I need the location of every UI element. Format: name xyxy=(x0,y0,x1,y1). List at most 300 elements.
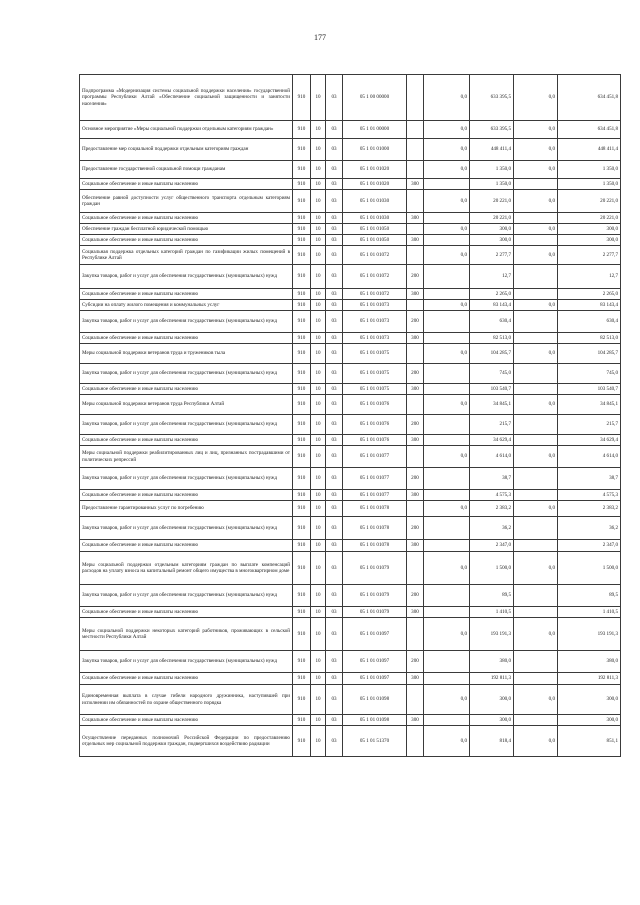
table-row xyxy=(80,501,621,517)
cell-v1 xyxy=(424,517,470,540)
cell-v3 xyxy=(514,540,558,552)
cell-pr: 03 xyxy=(326,618,343,651)
cell-name: Закупка товаров, работ и услуг для обеспечения государственных (муниципальных) нужд xyxy=(80,311,293,333)
cell-csr: 05 1 01 01077 xyxy=(343,490,407,501)
cell-v1 xyxy=(424,384,470,395)
cell-v2: 1 350,0 xyxy=(470,179,514,190)
cell-v1 xyxy=(424,490,470,501)
cell-name: Социальное обеспечение и иные выплаты населению xyxy=(80,213,293,224)
cell-grbs: 910 xyxy=(293,235,311,246)
cell-name: Меры социальной поддержки ветеранов труда и тружеников тыла xyxy=(80,344,293,364)
cell-v2: 300,0 xyxy=(470,685,514,715)
cell-v2: 448 411,4 xyxy=(470,139,514,161)
cell-v3: 0,0 xyxy=(514,446,558,468)
cell-v2: 2 347,0 xyxy=(470,540,514,552)
cell-pr: 03 xyxy=(326,490,343,501)
cell-csr: 05 1 01 01076 xyxy=(343,435,407,446)
table-row xyxy=(80,179,621,190)
cell-v3 xyxy=(514,311,558,333)
cell-grbs: 910 xyxy=(293,468,311,490)
cell-grbs: 910 xyxy=(293,618,311,651)
cell-v2: 193 191,3 xyxy=(470,618,514,651)
cell-rz: 10 xyxy=(311,395,326,415)
cell-name: Предоставление государственной социальной помощи гражданам xyxy=(80,161,293,179)
cell-grbs: 910 xyxy=(293,139,311,161)
cell-pr: 03 xyxy=(326,673,343,685)
cell-name: Социальное обеспечение и иные выплаты населению xyxy=(80,435,293,446)
cell-csr: 05 1 01 01097 xyxy=(343,618,407,651)
cell-pr: 03 xyxy=(326,139,343,161)
cell-v4: 2 277,7 xyxy=(558,246,621,265)
cell-vr: 300 xyxy=(407,235,424,246)
cell-v1 xyxy=(424,607,470,618)
cell-rz: 10 xyxy=(311,311,326,333)
cell-rz: 10 xyxy=(311,235,326,246)
cell-grbs: 910 xyxy=(293,585,311,607)
cell-v4: 12,7 xyxy=(558,265,621,289)
cell-rz: 10 xyxy=(311,468,326,490)
cell-rz: 10 xyxy=(311,552,326,585)
cell-v1: 0,0 xyxy=(424,139,470,161)
cell-v1: 0,0 xyxy=(424,224,470,235)
cell-v1 xyxy=(424,415,470,435)
cell-v3 xyxy=(514,673,558,685)
cell-rz: 10 xyxy=(311,415,326,435)
cell-pr: 03 xyxy=(326,121,343,139)
cell-rz: 10 xyxy=(311,75,326,121)
cell-name: Социальное обеспечение и иные выплаты населению xyxy=(80,490,293,501)
cell-grbs: 910 xyxy=(293,265,311,289)
cell-v4: 380,0 xyxy=(558,651,621,673)
cell-v4: 20 221,0 xyxy=(558,213,621,224)
table-row xyxy=(80,607,621,618)
cell-name: Закупка товаров, работ и услуг для обеспечения государственных (муниципальных) нужд xyxy=(80,468,293,490)
cell-v2: 83 143,4 xyxy=(470,300,514,311)
cell-v1: 0,0 xyxy=(424,190,470,213)
table-row xyxy=(80,121,621,139)
cell-name: Закупка товаров, работ и услуг для обеспечения государственных (муниципальных) нужд xyxy=(80,364,293,384)
table-row xyxy=(80,224,621,235)
cell-name: Социальное обеспечение и иные выплаты населению xyxy=(80,235,293,246)
cell-csr: 05 1 01 51370 xyxy=(343,726,407,757)
cell-vr xyxy=(407,161,424,179)
cell-v2: 4 614,0 xyxy=(470,446,514,468)
cell-v2: 633 395,5 xyxy=(470,75,514,121)
cell-v2: 20 221,0 xyxy=(470,213,514,224)
cell-grbs: 910 xyxy=(293,517,311,540)
cell-pr: 03 xyxy=(326,161,343,179)
cell-v4: 300,0 xyxy=(558,715,621,726)
cell-vr xyxy=(407,139,424,161)
cell-csr: 05 1 01 01075 xyxy=(343,344,407,364)
cell-v3 xyxy=(514,384,558,395)
cell-v3 xyxy=(514,490,558,501)
cell-name: Социальное обеспечение и иные выплаты населению xyxy=(80,540,293,552)
cell-grbs: 910 xyxy=(293,673,311,685)
cell-csr: 05 1 01 01073 xyxy=(343,300,407,311)
cell-v3 xyxy=(514,364,558,384)
table-row xyxy=(80,517,621,540)
cell-v2: 300,0 xyxy=(470,224,514,235)
cell-vr: 300 xyxy=(407,673,424,685)
cell-name: Социальное обеспечение и иные выплаты населению xyxy=(80,715,293,726)
cell-csr: 05 1 01 01030 xyxy=(343,213,407,224)
cell-v4: 1 350,0 xyxy=(558,179,621,190)
cell-pr: 03 xyxy=(326,75,343,121)
cell-name: Обеспечение равной доступности услуг общественного транспорта отдельным категориям граждан xyxy=(80,190,293,213)
cell-pr: 03 xyxy=(326,364,343,384)
cell-v3 xyxy=(514,435,558,446)
cell-pr: 03 xyxy=(326,501,343,517)
cell-name: Закупка товаров, работ и услуг для обеспечения государственных (муниципальных) нужд xyxy=(80,585,293,607)
cell-vr xyxy=(407,246,424,265)
cell-grbs: 910 xyxy=(293,415,311,435)
cell-v2: 82 513,0 xyxy=(470,333,514,344)
cell-vr: 200 xyxy=(407,415,424,435)
cell-vr: 300 xyxy=(407,333,424,344)
cell-v4: 34 629,4 xyxy=(558,435,621,446)
cell-v1: 0,0 xyxy=(424,685,470,715)
cell-pr: 03 xyxy=(326,300,343,311)
cell-v3: 0,0 xyxy=(514,726,558,757)
cell-name: Меры социальной поддержки некоторых категорий работников, проживающих в сельской местности Республики Алтай xyxy=(80,618,293,651)
cell-grbs: 910 xyxy=(293,333,311,344)
cell-vr xyxy=(407,446,424,468)
page-number: 177 xyxy=(314,33,326,42)
cell-csr: 05 1 01 01097 xyxy=(343,651,407,673)
cell-csr: 05 1 01 01098 xyxy=(343,715,407,726)
table-row xyxy=(80,265,621,289)
table-row xyxy=(80,446,621,468)
cell-vr xyxy=(407,618,424,651)
cell-rz: 10 xyxy=(311,585,326,607)
cell-vr: 300 xyxy=(407,607,424,618)
cell-csr: 05 1 01 01020 xyxy=(343,179,407,190)
cell-csr: 05 1 01 01078 xyxy=(343,501,407,517)
cell-v3: 0,0 xyxy=(514,344,558,364)
cell-v4: 300,0 xyxy=(558,224,621,235)
cell-v4: 38,7 xyxy=(558,468,621,490)
table-row xyxy=(80,540,621,552)
cell-pr: 03 xyxy=(326,190,343,213)
table-row xyxy=(80,246,621,265)
table-row xyxy=(80,685,621,715)
cell-v4: 2 383,2 xyxy=(558,501,621,517)
cell-name: Предоставление гарантированных услуг по погребению xyxy=(80,501,293,517)
cell-csr: 05 1 01 00000 xyxy=(343,121,407,139)
cell-rz: 10 xyxy=(311,289,326,300)
cell-rz: 10 xyxy=(311,501,326,517)
cell-grbs: 910 xyxy=(293,311,311,333)
cell-v4: 4 614,0 xyxy=(558,446,621,468)
cell-v1: 0,0 xyxy=(424,726,470,757)
cell-rz: 10 xyxy=(311,246,326,265)
cell-pr: 03 xyxy=(326,446,343,468)
cell-v2: 4 575,3 xyxy=(470,490,514,501)
table-row xyxy=(80,726,621,757)
cell-rz: 10 xyxy=(311,651,326,673)
cell-csr: 05 1 01 01075 xyxy=(343,364,407,384)
cell-v2: 34 845,1 xyxy=(470,395,514,415)
cell-rz: 10 xyxy=(311,685,326,715)
table-row xyxy=(80,715,621,726)
cell-pr: 03 xyxy=(326,311,343,333)
cell-vr: 200 xyxy=(407,468,424,490)
cell-v1 xyxy=(424,435,470,446)
cell-name: Закупка товаров, работ и услуг для обеспечения государственных (муниципальных) нужд xyxy=(80,265,293,289)
cell-v3 xyxy=(514,715,558,726)
cell-pr: 03 xyxy=(326,224,343,235)
cell-vr: 300 xyxy=(407,490,424,501)
cell-rz: 10 xyxy=(311,384,326,395)
cell-v1 xyxy=(424,468,470,490)
cell-pr: 03 xyxy=(326,651,343,673)
cell-v4: 89,5 xyxy=(558,585,621,607)
cell-vr: 300 xyxy=(407,179,424,190)
cell-vr xyxy=(407,300,424,311)
cell-csr: 05 1 01 01073 xyxy=(343,311,407,333)
cell-v3 xyxy=(514,265,558,289)
cell-v4: 745,0 xyxy=(558,364,621,384)
cell-vr xyxy=(407,552,424,585)
cell-grbs: 910 xyxy=(293,395,311,415)
cell-v2: 192 811,3 xyxy=(470,673,514,685)
cell-v3: 0,0 xyxy=(514,75,558,121)
cell-grbs: 910 xyxy=(293,552,311,585)
cell-v1 xyxy=(424,213,470,224)
cell-v3 xyxy=(514,607,558,618)
cell-v1: 0,0 xyxy=(424,121,470,139)
cell-v2: 300,0 xyxy=(470,235,514,246)
cell-rz: 10 xyxy=(311,213,326,224)
table-row xyxy=(80,333,621,344)
cell-grbs: 910 xyxy=(293,607,311,618)
cell-pr: 03 xyxy=(326,685,343,715)
cell-v3: 0,0 xyxy=(514,685,558,715)
cell-v3: 0,0 xyxy=(514,300,558,311)
cell-v4: 634 451,8 xyxy=(558,75,621,121)
cell-v3 xyxy=(514,468,558,490)
cell-v3 xyxy=(514,517,558,540)
cell-v1 xyxy=(424,651,470,673)
cell-v4: 215,7 xyxy=(558,415,621,435)
cell-name: Социальная поддержка отдельных категорий граждан по газификации жилых помещений в Республике Алтай xyxy=(80,246,293,265)
cell-vr xyxy=(407,726,424,757)
cell-pr: 03 xyxy=(326,235,343,246)
budget-table xyxy=(79,74,621,757)
cell-csr: 05 1 01 01073 xyxy=(343,333,407,344)
cell-rz: 10 xyxy=(311,435,326,446)
cell-v3: 0,0 xyxy=(514,395,558,415)
cell-name: Социальное обеспечение и иные выплаты населению xyxy=(80,673,293,685)
cell-name: Подпрограмма «Модернизация системы социальной поддержки населения» государственной программы Республики Алтай «Обеспечение социальной защищенности и занятости населения» xyxy=(80,75,293,121)
cell-v4: 192 811,3 xyxy=(558,673,621,685)
cell-csr: 05 1 01 01076 xyxy=(343,395,407,415)
table-row xyxy=(80,618,621,651)
cell-csr: 05 1 01 01072 xyxy=(343,289,407,300)
table-row xyxy=(80,415,621,435)
table-row xyxy=(80,344,621,364)
cell-rz: 10 xyxy=(311,540,326,552)
cell-name: Меры социальной поддержки отдельным категориям граждан по выплате компенсаций расходов на уплату взноса на капитальный ремонт общего имущества в многоквартирном доме xyxy=(80,552,293,585)
cell-v2: 630,4 xyxy=(470,311,514,333)
cell-rz: 10 xyxy=(311,726,326,757)
cell-v2: 633 395,5 xyxy=(470,121,514,139)
cell-v1 xyxy=(424,715,470,726)
cell-name: Закупка товаров, работ и услуг для обеспечения государственных (муниципальных) нужд xyxy=(80,651,293,673)
cell-rz: 10 xyxy=(311,607,326,618)
table-row xyxy=(80,468,621,490)
cell-rz: 10 xyxy=(311,446,326,468)
cell-v3: 0,0 xyxy=(514,121,558,139)
cell-vr xyxy=(407,395,424,415)
cell-v4: 300,0 xyxy=(558,235,621,246)
cell-rz: 10 xyxy=(311,618,326,651)
cell-name: Закупка товаров, работ и услуг для обеспечения государственных (муниципальных) нужд xyxy=(80,415,293,435)
cell-pr: 03 xyxy=(326,517,343,540)
cell-csr: 05 1 01 01030 xyxy=(343,190,407,213)
cell-pr: 03 xyxy=(326,585,343,607)
cell-name: Единовременная выплата в случае гибели народного дружинника, наступившей при исполнении им обязанностей по охране общественного порядка xyxy=(80,685,293,715)
cell-csr: 05 1 01 01076 xyxy=(343,415,407,435)
cell-v2: 215,7 xyxy=(470,415,514,435)
cell-grbs: 910 xyxy=(293,179,311,190)
cell-v3: 0,0 xyxy=(514,552,558,585)
cell-v3 xyxy=(514,213,558,224)
cell-v1 xyxy=(424,585,470,607)
cell-v1 xyxy=(424,265,470,289)
cell-csr: 05 1 01 01000 xyxy=(343,139,407,161)
cell-pr: 03 xyxy=(326,289,343,300)
table-row xyxy=(80,289,621,300)
cell-vr xyxy=(407,121,424,139)
table-row xyxy=(80,585,621,607)
cell-v3 xyxy=(514,235,558,246)
cell-v3 xyxy=(514,289,558,300)
cell-v3: 0,0 xyxy=(514,501,558,517)
cell-v1 xyxy=(424,311,470,333)
cell-grbs: 910 xyxy=(293,435,311,446)
cell-v2: 12,7 xyxy=(470,265,514,289)
cell-grbs: 910 xyxy=(293,213,311,224)
cell-rz: 10 xyxy=(311,121,326,139)
cell-v4: 1 500,0 xyxy=(558,552,621,585)
cell-v4: 20 221,0 xyxy=(558,190,621,213)
table-row xyxy=(80,190,621,213)
cell-v2: 20 221,0 xyxy=(470,190,514,213)
cell-v2: 89,5 xyxy=(470,585,514,607)
cell-name: Закупка товаров, работ и услуг для обеспечения государственных (муниципальных) нужд xyxy=(80,517,293,540)
table-row xyxy=(80,384,621,395)
cell-pr: 03 xyxy=(326,726,343,757)
cell-v2: 1 500,0 xyxy=(470,552,514,585)
table-row xyxy=(80,213,621,224)
cell-name: Социальное обеспечение и иные выплаты населению xyxy=(80,333,293,344)
cell-v4: 2 347,0 xyxy=(558,540,621,552)
cell-pr: 03 xyxy=(326,265,343,289)
cell-v2: 380,0 xyxy=(470,651,514,673)
cell-vr xyxy=(407,344,424,364)
cell-grbs: 910 xyxy=(293,501,311,517)
cell-v1 xyxy=(424,673,470,685)
cell-v4: 300,0 xyxy=(558,685,621,715)
cell-v3: 0,0 xyxy=(514,618,558,651)
cell-grbs: 910 xyxy=(293,289,311,300)
cell-vr xyxy=(407,501,424,517)
cell-pr: 03 xyxy=(326,213,343,224)
cell-rz: 10 xyxy=(311,179,326,190)
cell-grbs: 910 xyxy=(293,300,311,311)
cell-v4: 83 143,4 xyxy=(558,300,621,311)
cell-v1 xyxy=(424,179,470,190)
cell-v1: 0,0 xyxy=(424,618,470,651)
cell-csr: 05 1 01 01078 xyxy=(343,517,407,540)
cell-v2: 34 629,4 xyxy=(470,435,514,446)
cell-v4: 1 350,0 xyxy=(558,161,621,179)
cell-name: Меры социальной поддержки реабилитированных лиц и лиц, признанных пострадавшими от политических репрессий xyxy=(80,446,293,468)
cell-pr: 03 xyxy=(326,540,343,552)
cell-v2: 2 265,0 xyxy=(470,289,514,300)
cell-v1: 0,0 xyxy=(424,552,470,585)
cell-grbs: 910 xyxy=(293,685,311,715)
cell-vr xyxy=(407,224,424,235)
cell-grbs: 910 xyxy=(293,446,311,468)
cell-rz: 10 xyxy=(311,517,326,540)
table-row xyxy=(80,235,621,246)
cell-v2: 745,0 xyxy=(470,364,514,384)
cell-v1: 0,0 xyxy=(424,161,470,179)
cell-name: Основное мероприятие «Меры социальной поддержки отдельным категориям граждан» xyxy=(80,121,293,139)
cell-rz: 10 xyxy=(311,673,326,685)
cell-v3 xyxy=(514,333,558,344)
cell-vr: 200 xyxy=(407,265,424,289)
table-row xyxy=(80,490,621,501)
cell-grbs: 910 xyxy=(293,344,311,364)
table-row xyxy=(80,651,621,673)
table-row xyxy=(80,161,621,179)
table-body xyxy=(80,75,621,757)
cell-v3: 0,0 xyxy=(514,190,558,213)
cell-v4: 193 191,3 xyxy=(558,618,621,651)
cell-name: Осуществление переданных полномочий Российской Федерации по предоставлению отдельных мер социальной поддержки граждан, подвергшихся воздействию радиации xyxy=(80,726,293,757)
cell-grbs: 910 xyxy=(293,224,311,235)
cell-pr: 03 xyxy=(326,552,343,585)
cell-name: Предоставление мер социальной поддержки отдельным категориям граждан xyxy=(80,139,293,161)
cell-v2: 104 285,7 xyxy=(470,344,514,364)
cell-name: Субсидии на оплату жилого помещения и коммунальных услуг xyxy=(80,300,293,311)
cell-rz: 10 xyxy=(311,333,326,344)
table-row xyxy=(80,435,621,446)
cell-csr: 05 1 01 01097 xyxy=(343,673,407,685)
cell-v4: 4 575,3 xyxy=(558,490,621,501)
cell-v4: 34 845,1 xyxy=(558,395,621,415)
cell-v3 xyxy=(514,585,558,607)
cell-v2: 36,2 xyxy=(470,517,514,540)
cell-pr: 03 xyxy=(326,333,343,344)
table-row xyxy=(80,552,621,585)
cell-v4: 36,2 xyxy=(558,517,621,540)
cell-vr: 200 xyxy=(407,311,424,333)
cell-rz: 10 xyxy=(311,300,326,311)
table-row xyxy=(80,311,621,333)
cell-csr: 05 1 01 01072 xyxy=(343,246,407,265)
cell-v2: 818,4 xyxy=(470,726,514,757)
cell-rz: 10 xyxy=(311,715,326,726)
cell-vr: 200 xyxy=(407,651,424,673)
cell-vr: 200 xyxy=(407,364,424,384)
cell-pr: 03 xyxy=(326,395,343,415)
cell-v3: 0,0 xyxy=(514,139,558,161)
